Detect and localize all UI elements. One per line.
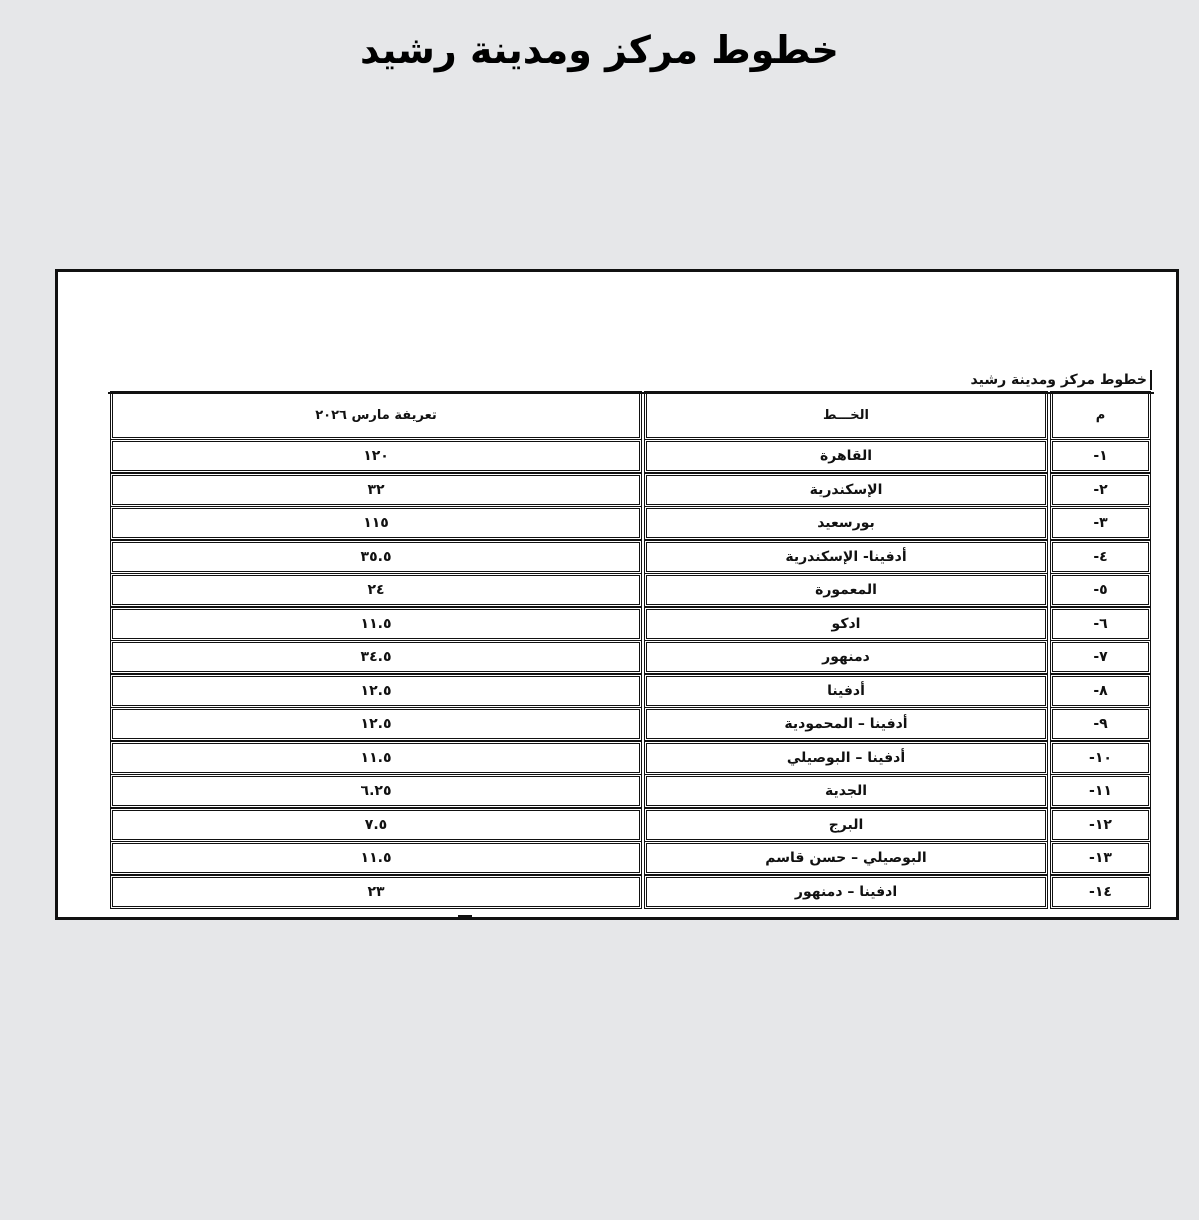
number-cell: ١٣- xyxy=(1052,843,1149,873)
table-row xyxy=(108,709,1154,739)
fare-cell: ١١٥ xyxy=(112,508,640,538)
fare-cell: ١١.٥ xyxy=(112,743,640,773)
number-cell: ١١- xyxy=(1052,776,1149,806)
fare-cell: ٢٣ xyxy=(112,877,640,907)
fare-cell: ٣٤.٥ xyxy=(112,642,640,672)
fare-cell: ١١.٥ xyxy=(112,609,640,639)
number-cell: ٢- xyxy=(1052,475,1149,505)
line-cell: القاهرة xyxy=(646,441,1046,471)
number-cell: ١٢- xyxy=(1052,810,1149,840)
table-bottom-mark xyxy=(458,915,472,919)
fare-cell: ١١.٥ xyxy=(112,843,640,873)
fare-cell: ٣٥.٥ xyxy=(112,542,640,572)
table-row xyxy=(108,475,1154,505)
table-row xyxy=(108,843,1154,873)
table-row xyxy=(108,676,1154,706)
table-row xyxy=(108,877,1154,907)
line-cell: المعمورة xyxy=(646,575,1046,605)
table-row xyxy=(108,508,1154,538)
header-line: الخـــط xyxy=(646,393,1046,438)
header-fare: تعريفة مارس ٢٠٢٦ xyxy=(112,393,640,438)
table-row xyxy=(108,743,1154,773)
line-cell: بورسعيد xyxy=(646,508,1046,538)
header-number: م xyxy=(1052,393,1149,438)
table-row xyxy=(108,575,1154,605)
number-cell: ٦- xyxy=(1052,609,1149,639)
number-cell: ٤- xyxy=(1052,542,1149,572)
line-cell: أدفينا- الإسكندرية xyxy=(646,542,1046,572)
line-cell: دمنهور xyxy=(646,642,1046,672)
scanned-document xyxy=(55,269,1179,920)
number-cell: ٩- xyxy=(1052,709,1149,739)
number-cell: ٥- xyxy=(1052,575,1149,605)
line-cell: الإسكندرية xyxy=(646,475,1046,505)
number-cell: ٣- xyxy=(1052,508,1149,538)
number-cell: ٨- xyxy=(1052,676,1149,706)
fare-cell: ٧.٥ xyxy=(112,810,640,840)
table-row xyxy=(108,810,1154,840)
fare-cell: ١٢٠ xyxy=(112,441,640,471)
number-cell: ١- xyxy=(1052,441,1149,471)
page-title: خطوط مركز ومدينة رشيد xyxy=(360,28,839,72)
number-cell: ١٠- xyxy=(1052,743,1149,773)
line-cell: أدفينا – المحمودية xyxy=(646,709,1046,739)
table-body xyxy=(108,441,1154,907)
line-cell: البرج xyxy=(646,810,1046,840)
table-row xyxy=(108,542,1154,572)
line-cell: الجدية xyxy=(646,776,1046,806)
number-cell: ٧- xyxy=(1052,642,1149,672)
fare-cell: ٦.٢٥ xyxy=(112,776,640,806)
fare-cell: ٣٢ xyxy=(112,475,640,505)
line-cell: البوصيلي – حسن قاسم xyxy=(646,843,1046,873)
table-row xyxy=(108,441,1154,471)
line-cell: ادفينا – دمنهور xyxy=(646,877,1046,907)
fare-cell: ٢٤ xyxy=(112,575,640,605)
fare-cell: ١٢.٥ xyxy=(112,676,640,706)
number-cell: ١٤- xyxy=(1052,877,1149,907)
table-row xyxy=(108,609,1154,639)
line-cell: أدفينا – البوصيلي xyxy=(646,743,1046,773)
table-row xyxy=(108,776,1154,806)
line-cell: أدفينا xyxy=(646,676,1046,706)
document-caption: خطوط مركز ومدينة رشيد xyxy=(971,370,1152,390)
line-cell: ادكو xyxy=(646,609,1046,639)
table-row xyxy=(108,642,1154,672)
routes-fare-table xyxy=(108,393,1154,910)
table-header-row xyxy=(108,393,1154,438)
fare-cell: ١٢.٥ xyxy=(112,709,640,739)
